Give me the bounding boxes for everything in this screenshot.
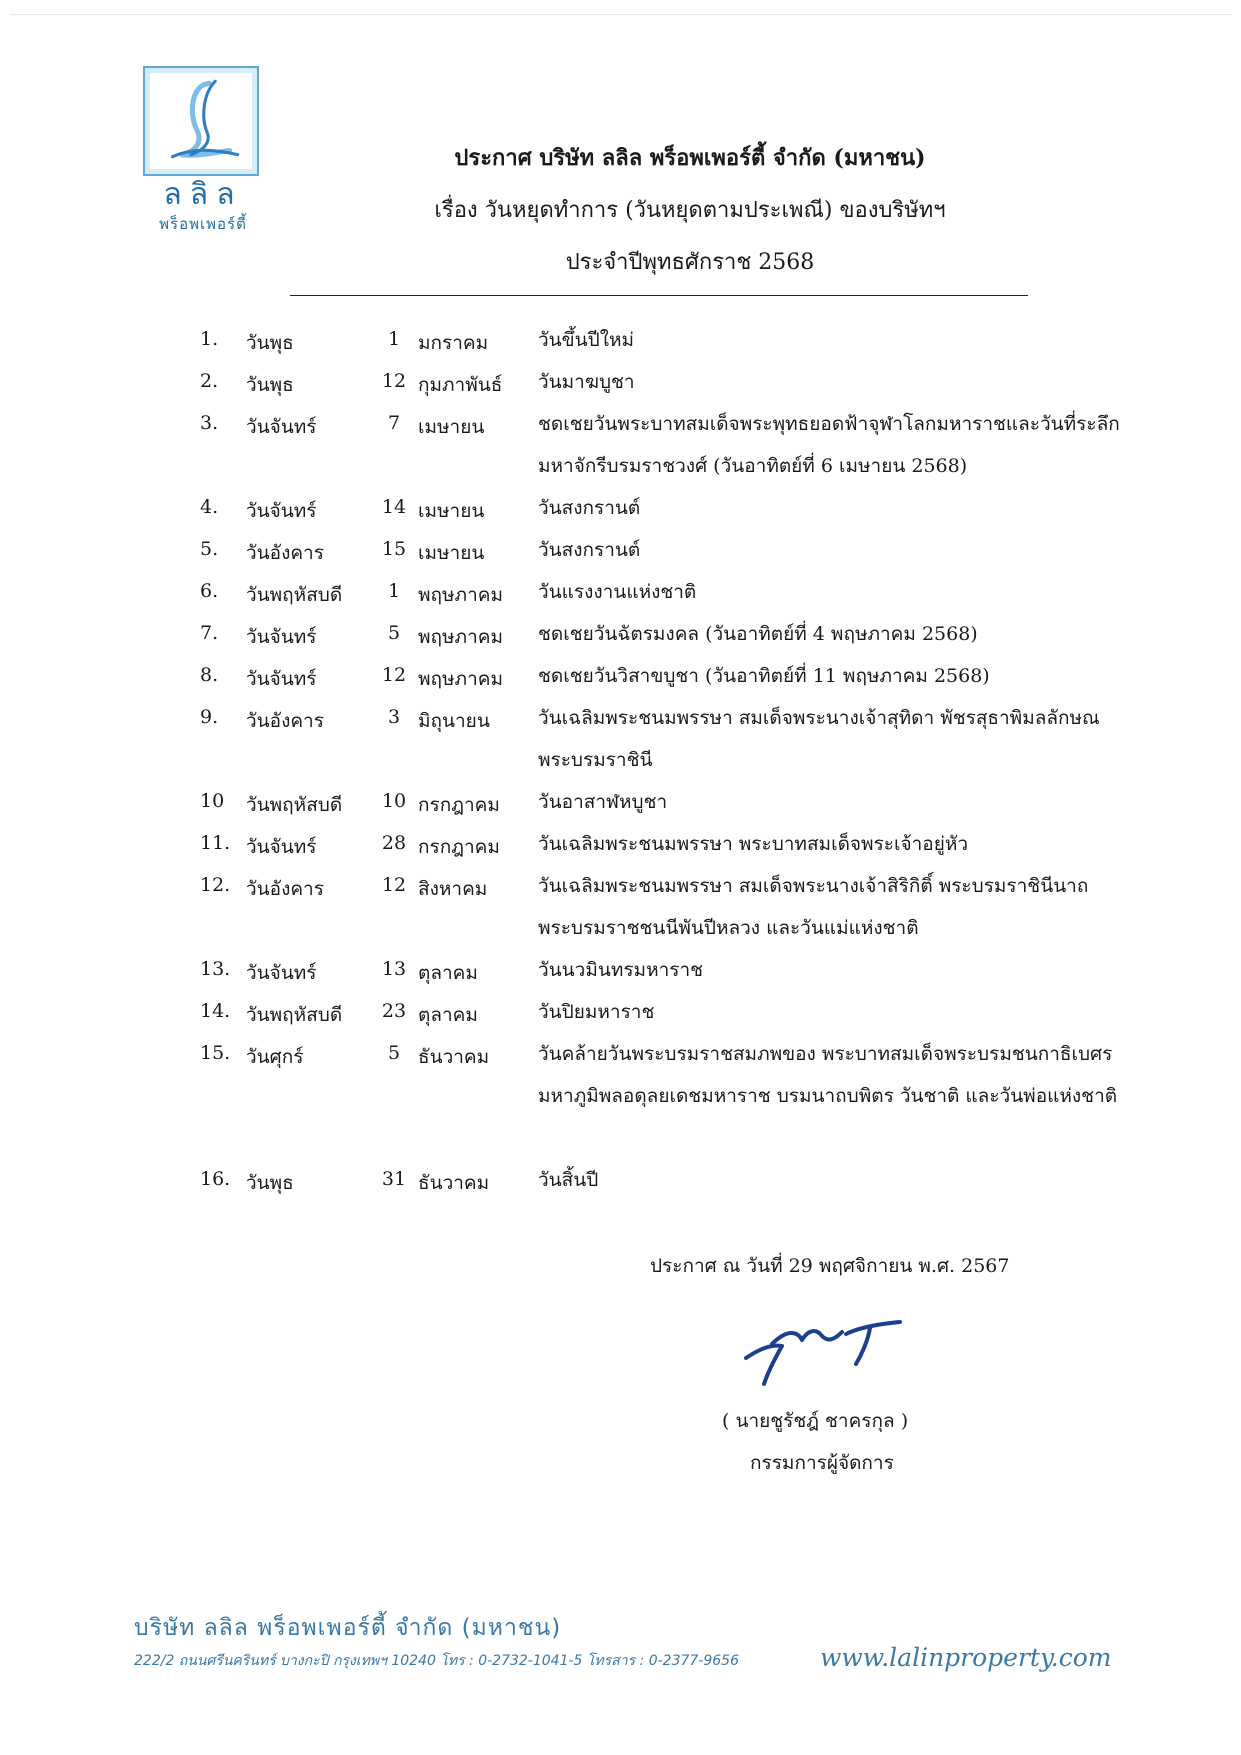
footer-website: www.lalinproperty.com bbox=[820, 1643, 1112, 1672]
holiday-month: พฤษภาคม bbox=[418, 584, 503, 606]
holiday-weekday: วันพฤหัสบดี bbox=[246, 1004, 343, 1026]
announcement-date: ประกาศ ณ วันที่ 29 พฤศจิกายน พ.ศ. 2567 bbox=[650, 1255, 1010, 1277]
holiday-date: 12 bbox=[381, 874, 407, 896]
holiday-description: ชดเชยวันฉัตรมงคล (วันอาทิตย์ที่ 4 พฤษภาคม 2568) bbox=[538, 623, 978, 645]
holiday-month: กรกฎาคม bbox=[418, 794, 500, 816]
holiday-month: มกราคม bbox=[418, 332, 489, 354]
company-logo bbox=[143, 66, 263, 236]
holiday-date: 5 bbox=[387, 622, 401, 644]
holiday-month: กุมภาพันธ์ bbox=[418, 374, 503, 396]
holiday-description: วันสงกรานต์ bbox=[538, 497, 641, 519]
holiday-weekday: วันจันทร์ bbox=[246, 668, 317, 690]
holiday-number: 1. bbox=[200, 328, 219, 350]
holiday-date: 1 bbox=[387, 580, 401, 602]
logo-subtitle: พร็อพเพอร์ตี้ bbox=[159, 215, 247, 233]
holiday-row bbox=[200, 574, 1150, 616]
holiday-row bbox=[200, 826, 1150, 868]
holiday-weekday: วันอังคาร bbox=[246, 710, 324, 732]
holiday-weekday: วันจันทร์ bbox=[246, 500, 317, 522]
holiday-weekday: วันจันทร์ bbox=[246, 416, 317, 438]
holiday-row bbox=[200, 994, 1150, 1036]
holiday-weekday: วันศุกร์ bbox=[246, 1046, 304, 1068]
holiday-row bbox=[200, 532, 1150, 574]
holiday-date: 13 bbox=[381, 958, 407, 980]
holiday-number: 16. bbox=[200, 1168, 231, 1190]
holiday-description: วันสิ้นปี bbox=[538, 1169, 599, 1191]
holiday-number: 2. bbox=[200, 370, 219, 392]
holiday-list bbox=[200, 322, 1150, 1204]
holiday-row bbox=[200, 364, 1150, 406]
holiday-month: สิงหาคม bbox=[418, 878, 488, 900]
holiday-row bbox=[200, 1162, 1150, 1204]
holiday-weekday: วันอังคาร bbox=[246, 542, 324, 564]
holiday-date: 1 bbox=[387, 328, 401, 350]
holiday-description: วันคล้ายวันพระบรมราชสมภพของ พระบาทสมเด็จพระบรมชนกาธิเบศร มหาภูมิพลอดุลยเดชมหาราช บรมนาถบพิตร วันชาติ และวันพ่อแห่งชาติ bbox=[538, 1043, 1118, 1107]
signature-image bbox=[738, 1310, 908, 1390]
holiday-number: 11. bbox=[200, 832, 231, 854]
holiday-weekday: วันจันทร์ bbox=[246, 836, 317, 858]
holiday-weekday: วันพุธ bbox=[246, 1172, 294, 1194]
holiday-number: 7. bbox=[200, 622, 219, 644]
holiday-description: วันอาสาฬหบูชา bbox=[538, 791, 668, 813]
holiday-row bbox=[200, 868, 1150, 952]
heading-divider bbox=[290, 295, 1028, 296]
holiday-weekday: วันจันทร์ bbox=[246, 626, 317, 648]
holiday-date: 15 bbox=[381, 538, 407, 560]
holiday-month: ตุลาคม bbox=[418, 1004, 478, 1026]
holiday-description: วันสงกรานต์ bbox=[538, 539, 641, 561]
holiday-row bbox=[200, 1036, 1150, 1162]
holiday-row bbox=[200, 700, 1150, 784]
holiday-number: 12. bbox=[200, 874, 231, 896]
holiday-month: เมษายน bbox=[418, 416, 485, 438]
holiday-number: 5. bbox=[200, 538, 219, 560]
holiday-description: ชดเชยวันวิสาขบูชา (วันอาทิตย์ที่ 11 พฤษภาคม 2568) bbox=[538, 665, 990, 687]
holiday-weekday: วันพฤหัสบดี bbox=[246, 584, 343, 606]
holiday-weekday: วันจันทร์ bbox=[246, 962, 317, 984]
holiday-month: เมษายน bbox=[418, 500, 485, 522]
holiday-number: 9. bbox=[200, 706, 219, 728]
holiday-date: 5 bbox=[387, 1042, 401, 1064]
holiday-weekday: วันพุธ bbox=[246, 374, 294, 396]
holiday-description: วันเฉลิมพระชนมพรรษา สมเด็จพระนางเจ้าสิริกิติ์ พระบรมราชินีนาถ พระบรมราชชนนีพันปีหลวง และวันแม่แห่งชาติ bbox=[538, 875, 1089, 939]
logo-name: ลลิล bbox=[163, 177, 243, 212]
holiday-description: วันขึ้นปีใหม่ bbox=[538, 329, 635, 351]
logo-l-mark-icon bbox=[150, 73, 252, 169]
announcement-subject: เรื่อง วันหยุดทำการ (วันหยุดตามประเพณี) ของบริษัทฯ bbox=[434, 198, 946, 223]
holiday-number: 10 bbox=[200, 790, 225, 812]
holiday-date: 7 bbox=[387, 412, 401, 434]
holiday-date: 23 bbox=[381, 1000, 407, 1022]
holiday-number: 14. bbox=[200, 1000, 231, 1022]
holiday-date: 10 bbox=[381, 790, 407, 812]
signer-name: ( นายชูรัชฎ์ ชาครกุล ) bbox=[722, 1410, 909, 1432]
holiday-description: วันเฉลิมพระชนมพรรษา พระบาทสมเด็จพระเจ้าอยู่หัว bbox=[538, 833, 969, 855]
holiday-number: 8. bbox=[200, 664, 219, 686]
holiday-date: 12 bbox=[381, 370, 407, 392]
holiday-row bbox=[200, 952, 1150, 994]
holiday-month: ธันวาคม bbox=[418, 1172, 490, 1194]
announcement-title: ประกาศ บริษัท ลลิล พร็อพเพอร์ตี้ จำกัด (มหาชน) bbox=[454, 145, 926, 171]
holiday-date: 12 bbox=[381, 664, 407, 686]
holiday-month: ธันวาคม bbox=[418, 1046, 490, 1068]
holiday-month: เมษายน bbox=[418, 542, 485, 564]
holiday-description: วันปิยมหาราช bbox=[538, 1001, 655, 1023]
holiday-number: 13. bbox=[200, 958, 231, 980]
holiday-month: กรกฎาคม bbox=[418, 836, 500, 858]
holiday-row bbox=[200, 490, 1150, 532]
footer-company-name: บริษัท ลลิล พร็อพเพอร์ตี้ จำกัด (มหาชน) bbox=[134, 1615, 562, 1641]
holiday-date: 31 bbox=[381, 1168, 407, 1190]
holiday-description: ชดเชยวันพระบาทสมเด็จพระพุทธยอดฟ้าจุฬาโลกมหาราชและวันที่ระลึกมหาจักรีบรมราชวงศ์ (วันอาทิตย์ที่ 6 เมษายน 2568) bbox=[538, 413, 1120, 477]
holiday-row bbox=[200, 784, 1150, 826]
holiday-number: 3. bbox=[200, 412, 219, 434]
signer-position: กรรมการผู้จัดการ bbox=[750, 1452, 894, 1474]
logo-emblem bbox=[143, 66, 259, 176]
holiday-date: 14 bbox=[381, 496, 407, 518]
holiday-row bbox=[200, 322, 1150, 364]
holiday-description: วันแรงงานแห่งชาติ bbox=[538, 581, 697, 603]
holiday-weekday: วันพฤหัสบดี bbox=[246, 794, 343, 816]
holiday-description: วันเฉลิมพระชนมพรรษา สมเด็จพระนางเจ้าสุทิดา พัชรสุธาพิมลลักษณ พระบรมราชินี bbox=[538, 707, 1100, 771]
holiday-date: 3 bbox=[387, 706, 401, 728]
holiday-row bbox=[200, 658, 1150, 700]
holiday-date: 28 bbox=[381, 832, 407, 854]
holiday-description: วันนวมินทรมหาราช bbox=[538, 959, 704, 981]
footer-address: 222/2 ถนนศรีนครินทร์ บางกะปิ กรุงเทพฯ 10240 โทร : 0-2732-1041-5 โทรสาร : 0-2377-9656 bbox=[134, 1653, 739, 1669]
holiday-row bbox=[200, 616, 1150, 658]
holiday-month: พฤษภาคม bbox=[418, 626, 503, 648]
holiday-description: วันมาฆบูชา bbox=[538, 371, 635, 393]
holiday-month: ตุลาคม bbox=[418, 962, 478, 984]
holiday-month: พฤษภาคม bbox=[418, 668, 503, 690]
holiday-number: 4. bbox=[200, 496, 219, 518]
holiday-month: มิถุนายน bbox=[418, 710, 490, 732]
announcement-year: ประจำปีพุทธศักราช 2568 bbox=[565, 250, 815, 275]
top-divider bbox=[10, 14, 1231, 15]
holiday-number: 15. bbox=[200, 1042, 231, 1064]
holiday-weekday: วันพุธ bbox=[246, 332, 294, 354]
holiday-row bbox=[200, 406, 1150, 490]
holiday-number: 6. bbox=[200, 580, 219, 602]
holiday-weekday: วันอังคาร bbox=[246, 878, 324, 900]
